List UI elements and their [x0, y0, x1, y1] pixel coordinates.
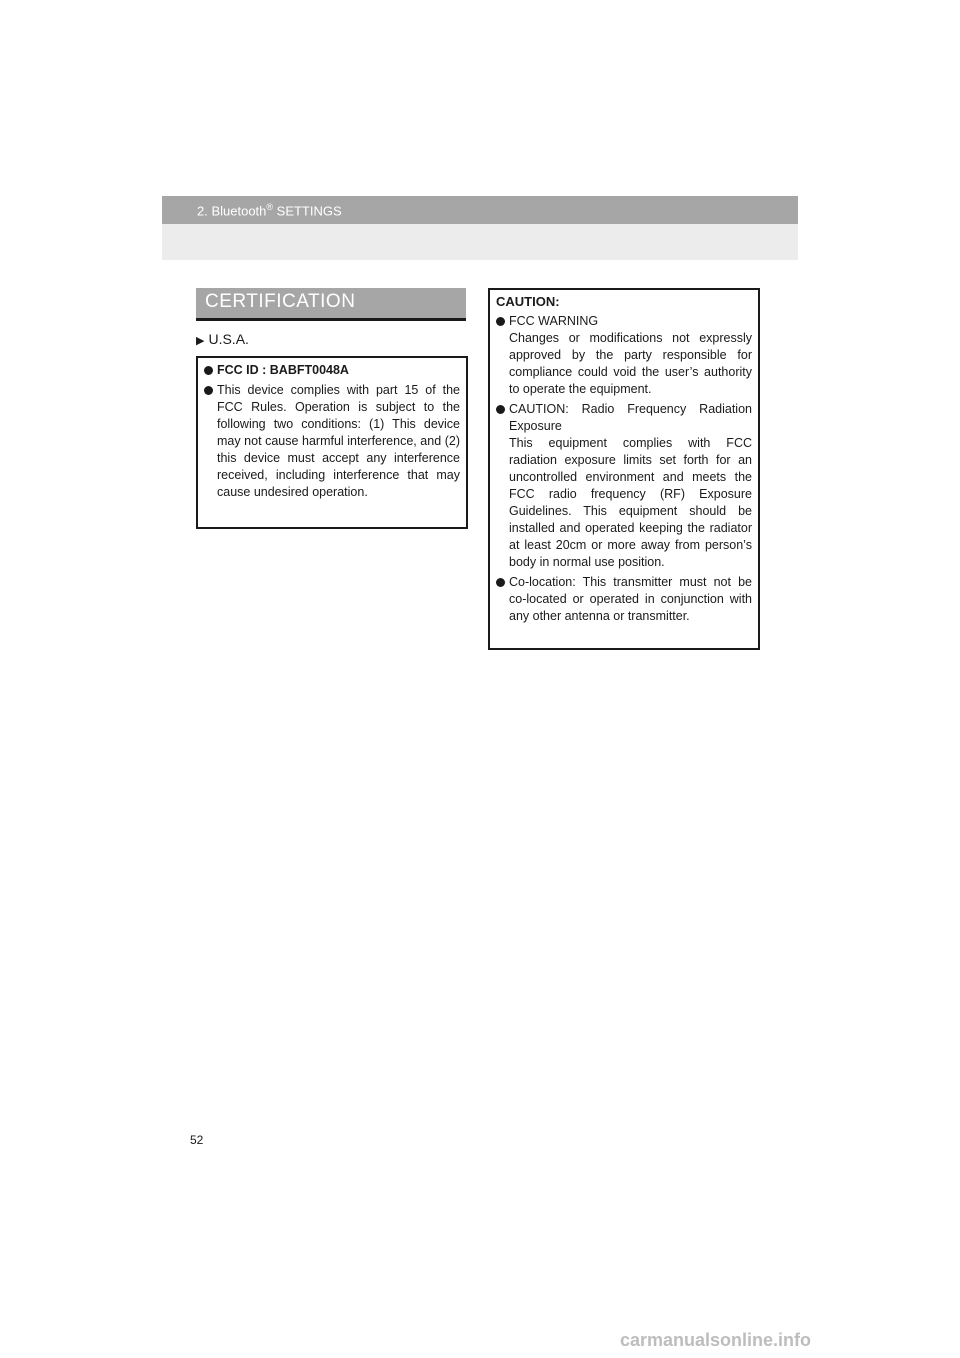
compliance-text: This device complies with part 15 of the FCC Rules. Operation is subject to the following two conditions: (1) This device may not cause harmful interference, and (2) this device must accept any interference received, including interference that may cause undesired operation. — [217, 383, 460, 499]
item-body: Co-location: This transmitter must not be co-located or operated in conjunction with any other antenna or transmitter. — [509, 575, 752, 623]
header-sub-band — [162, 224, 798, 260]
list-item — [204, 362, 460, 379]
caution-title: CAUTION: — [496, 294, 560, 309]
fcc-info-box — [196, 356, 468, 529]
list-item — [496, 401, 752, 571]
region-label: ▶ U.S.A. — [196, 331, 249, 347]
watermark: carmanualsonline.info — [620, 1330, 812, 1350]
bullet-icon — [496, 405, 505, 414]
item-body: Changes or modifications not expressly approved by the party responsible for compliance could void the user’s authority to operate the equipment. — [509, 331, 752, 396]
section-title: CERTIFICATION — [196, 288, 466, 321]
item-body: This equipment complies with FCC radiation exposure limits set forth for an uncontrolled environment and meets the FCC radio frequency (RF) Exposure Guidelines. This equipment should be installed and operated keeping the radiator at least 20cm or more away from person’s body in normal use position. — [509, 436, 752, 569]
triangle-right-icon: ▶ — [196, 335, 205, 347]
caution-box — [488, 288, 760, 650]
bullet-icon — [496, 578, 505, 587]
chapter-header-bar — [162, 196, 798, 224]
fcc-id: FCC ID : BABFT0048A — [217, 363, 349, 377]
registered-mark: ® — [266, 202, 274, 212]
bullet-icon — [204, 386, 213, 395]
item-heading: CAUTION: Radio Frequency Radiation Exposure — [509, 402, 752, 433]
list-item — [496, 574, 752, 625]
bullet-icon — [204, 366, 213, 375]
bullet-icon — [496, 317, 505, 326]
item-heading: FCC WARNING — [509, 314, 599, 328]
chapter-title: 2. Bluetooth® SETTINGS — [197, 202, 342, 219]
page-number: 52 — [190, 1133, 204, 1147]
list-item — [204, 382, 460, 501]
list-item — [496, 313, 752, 398]
